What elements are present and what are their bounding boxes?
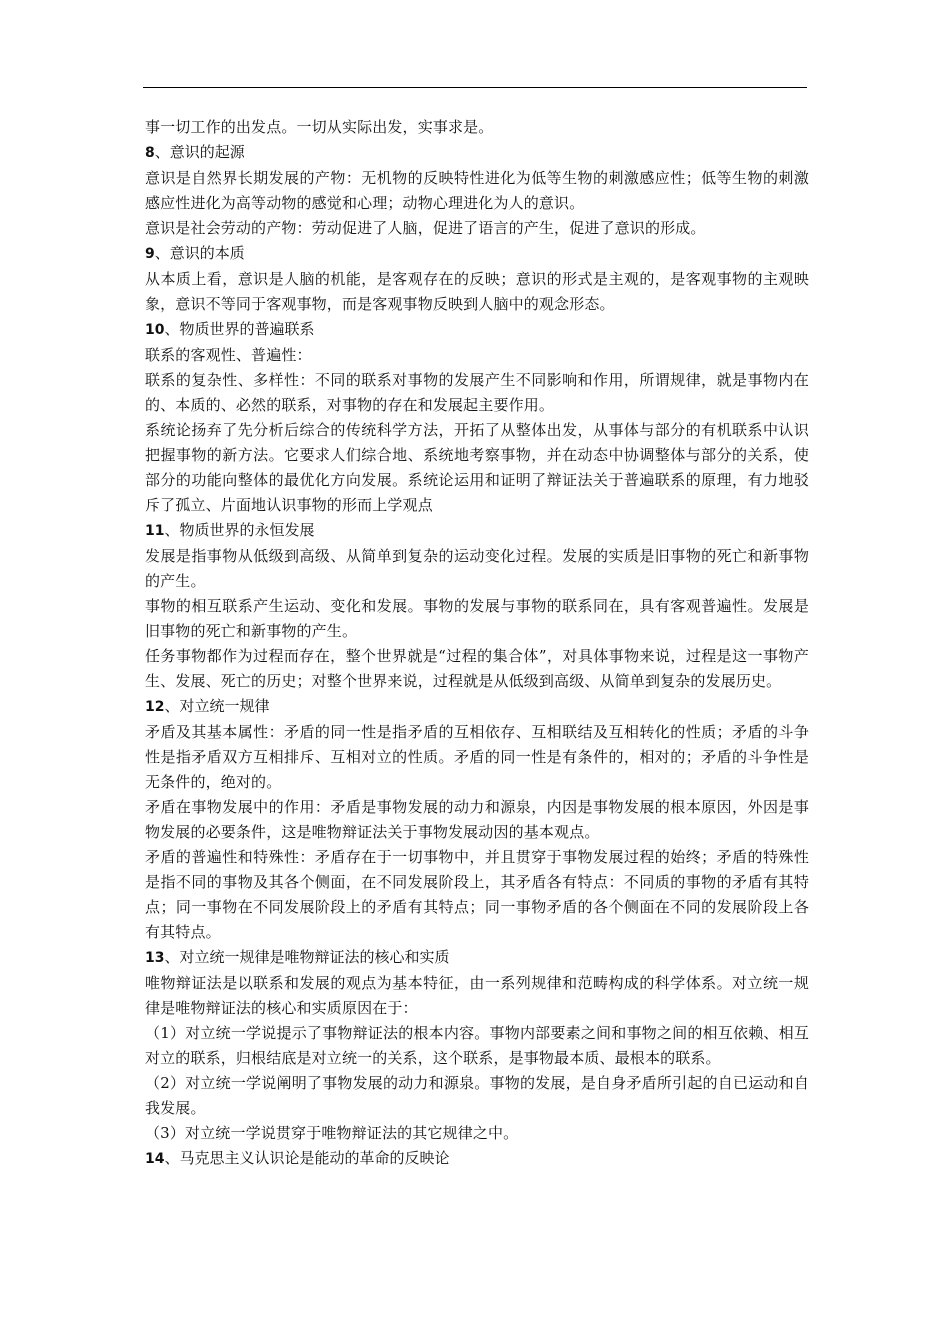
- section-heading: [145, 317, 809, 343]
- section-title: 、物质世界的永恒发展: [164, 521, 315, 539]
- section-title: 、对立统一规律是唯物辩证法的核心和实质: [164, 948, 450, 966]
- paragraph: 唯物辩证法是以联系和发展的观点为基本特征，由一系列规律和范畴构成的科学体系。对立统一规律是唯物辩证法的核心和实质原因在于：: [145, 974, 809, 1017]
- section-number: 9: [145, 246, 155, 262]
- paragraph: 矛盾及其基本属性：矛盾的同一性是指矛盾的互相依存、互相联结及互相转化的性质；矛盾的斗争性是指矛盾双方互相排斥、互相对立的性质。矛盾的同一性是有条件的，相对的；矛盾的斗争性是无条件的，绝对的。: [145, 723, 809, 791]
- section-title: 、意识的起源: [154, 143, 245, 161]
- section-number: 11: [145, 523, 165, 539]
- paragraph: 联系的客观性、普遍性：: [145, 346, 312, 364]
- paragraph: 矛盾在事物发展中的作用：矛盾是事物发展的动力和源泉，内因是事物发展的根本原因，外因是事物发展的必要条件，这是唯物辩证法关于事物发展动因的基本观点。: [145, 798, 809, 841]
- paragraph: 从本质上看，意识是人脑的机能，是客观存在的反映；意识的形式是主观的，是客观事物的主观映象，意识不等同于客观事物，而是客观事物反映到人脑中的观念形态。: [145, 270, 809, 313]
- paragraph: 联系的复杂性、多样性：不同的联系对事物的发展产生不同影响和作用，所谓规律，就是事物内在的、本质的、必然的联系，对事物的存在和发展起主要作用。: [145, 371, 809, 414]
- paragraph: （2）对立统一学说阐明了事物发展的动力和源泉。事物的发展，是自身矛盾所引起的自已运动和自我发展。: [145, 1074, 809, 1117]
- section-title: 、物质世界的普遍联系: [164, 320, 315, 338]
- paragraph: 任务事物都作为过程而存在，整个世界就是“过程的集合体”，对具体事物来说，过程是这一事物产生、发展、死亡的历史；对整个世界来说，过程就是从低级到高级、从简单到复杂的发展历史。: [145, 647, 809, 690]
- section-title: 、马克思主义认识论是能动的革命的反映论: [164, 1149, 450, 1167]
- section-number: 10: [145, 322, 165, 338]
- section-heading: [145, 1146, 809, 1172]
- section-heading: [145, 140, 809, 166]
- paragraph: 事一切工作的出发点。一切从实际出发，实事求是。: [145, 118, 494, 136]
- section-number: 12: [145, 699, 165, 715]
- paragraph: 事物的相互联系产生运动、变化和发展。事物的发展与事物的联系同在，具有客观普遍性。发展是旧事物的死亡和新事物的产生。: [145, 597, 809, 640]
- section-heading: [145, 694, 809, 720]
- paragraph: 矛盾的普遍性和特殊性：矛盾存在于一切事物中，并且贯穿于事物发展过程的始终；矛盾的特殊性是指不同的事物及其各个侧面，在不同发展阶段上，其矛盾各有特点：不同质的事物的矛盾有其特点；同一事物在不同发展阶段上的矛盾有其特点；同一事物矛盾的各个侧面在不同的发展阶段上各有其特点。: [145, 848, 809, 941]
- section-number: 8: [145, 145, 155, 161]
- paragraph: （1）对立统一学说提示了事物辩证法的根本内容。事物内部要素之间和事物之间的相互依赖、相互对立的联系，归根结底是对立统一的关系，这个联系，是事物最本质、最根本的联系。: [145, 1024, 809, 1067]
- section-title: 、意识的本质: [154, 244, 245, 262]
- paragraph: 系统论扬弃了先分析后综合的传统科学方法，开拓了从整体出发，从事体与部分的有机联系中认识把握事物的新方法。它要求人们综合地、系统地考察事物，并在动态中协调整体与部分的关系，使部分的功能向整体的最优化方向发展。系统论运用和证明了辩证法关于普遍联系的原理，有力地驳斥了孤立、片面地认识事物的形而上学观点: [145, 421, 809, 514]
- paragraph: 意识是社会劳动的产物：劳动促进了人脑，促进了语言的产生，促进了意识的形成。: [145, 219, 706, 237]
- paragraph: 意识是自然界长期发展的产物：无机物的反映特性进化为低等生物的刺激感应性；低等生物的刺激感应性进化为高等动物的感觉和心理；动物心理进化为人的意识。: [145, 169, 809, 212]
- section-heading: [145, 241, 809, 267]
- paragraph: 发展是指事物从低级到高级、从简单到复杂的运动变化过程。发展的实质是旧事物的死亡和新事物的产生。: [145, 547, 809, 590]
- section-heading: [145, 945, 809, 971]
- section-title: 、对立统一规律: [164, 697, 270, 715]
- section-number: 13: [145, 950, 165, 966]
- section-heading: [145, 518, 809, 544]
- header-rule: [143, 87, 807, 88]
- document-body: [145, 115, 809, 1172]
- section-number: 14: [145, 1151, 165, 1167]
- paragraph: （3）对立统一学说贯穿于唯物辩证法的其它规律之中。: [145, 1124, 519, 1142]
